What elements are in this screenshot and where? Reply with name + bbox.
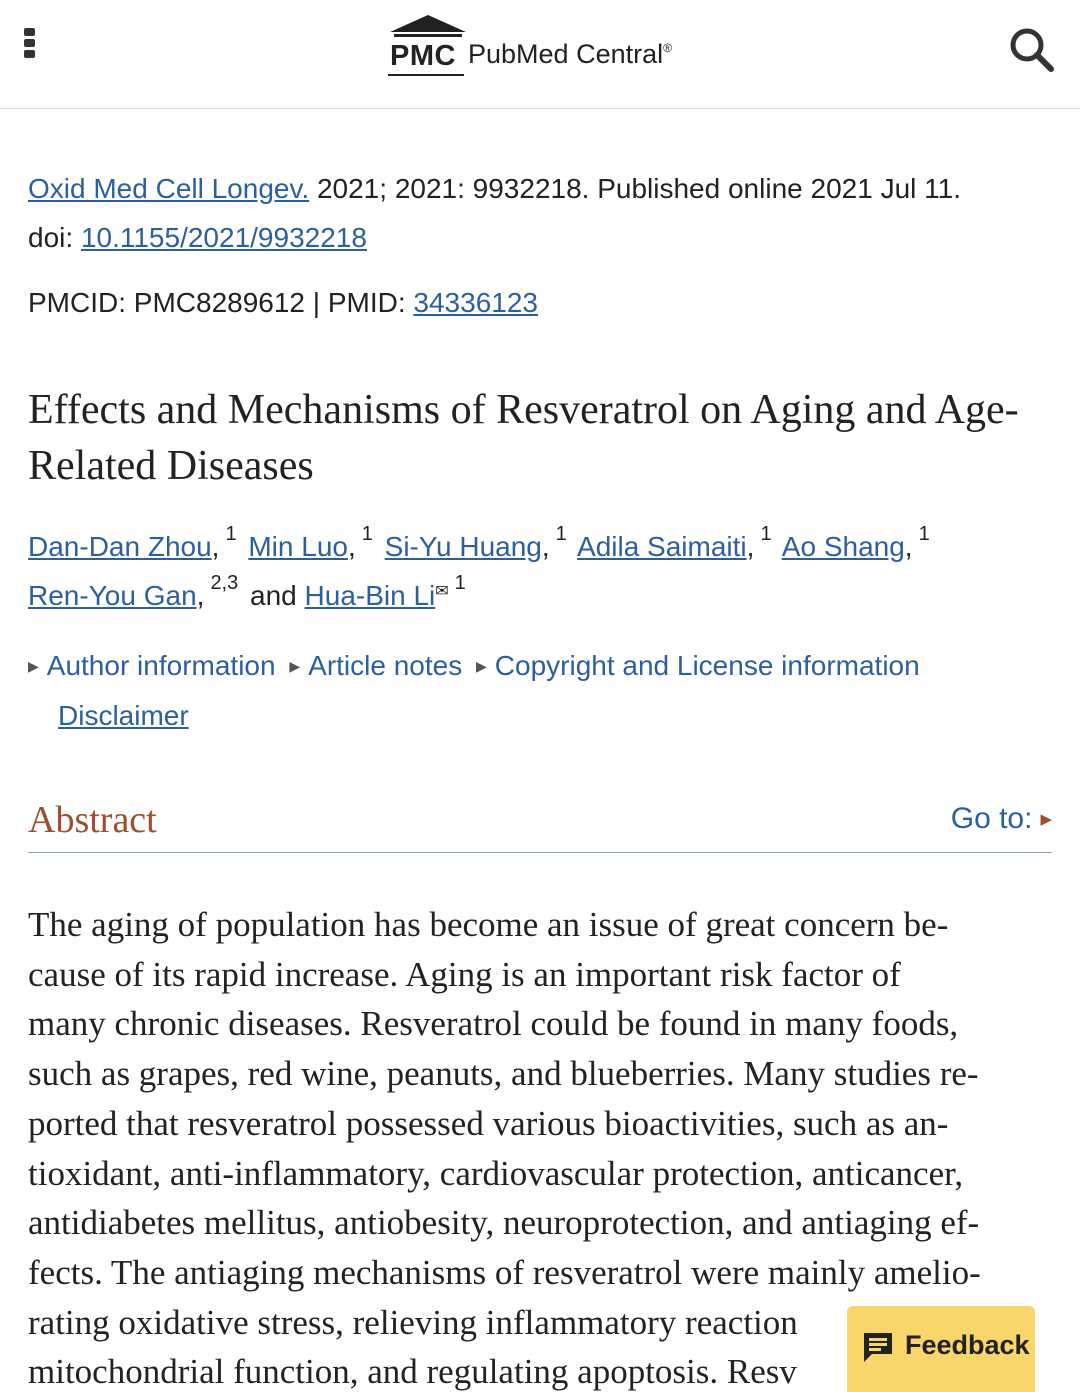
feedback-icon [861, 1330, 895, 1366]
triangle-right-icon: ▶ [289, 658, 301, 674]
author-link[interactable]: Min Luo [248, 531, 348, 562]
article-title: Effects and Mechanisms of Resveratrol on Aging and Age-Related Diseases [28, 387, 1019, 489]
logo-name: PubMed Central® [468, 39, 672, 69]
toggle-copyright-license[interactable]: ▶ Copyright and License information [476, 650, 920, 681]
author-link[interactable]: Ren-You Gan [28, 580, 197, 611]
author-affiliation: 1 [454, 572, 466, 594]
citation [28, 164, 1058, 262]
logo-abbr: PMC [390, 40, 456, 72]
abstract-heading: Abstract [28, 799, 157, 841]
triangle-right-icon: ▶ [1040, 811, 1052, 828]
toggle-article-notes[interactable]: ▶ Article notes [289, 650, 463, 681]
author-link[interactable]: Adila Saimaiti [577, 531, 747, 562]
author-link[interactable]: Dan-Dan Zhou [28, 531, 212, 562]
pmc-logo[interactable] [386, 14, 706, 84]
disclaimer-link[interactable]: Disclaimer [58, 700, 189, 731]
toggle-author-information[interactable]: ▶ Author information [28, 650, 276, 681]
pmcid-text: PMCID: PMC8289612 | PMID: [28, 287, 414, 318]
top-bar [0, 0, 1080, 109]
doi-link[interactable]: 10.1155/2021/9932218 [80, 222, 367, 253]
triangle-right-icon: ▶ [28, 658, 39, 674]
author-list: Dan-Dan Zhou, $^1$ Min Luo, $^1$ Si-Yu Huang, $^1$ Adila Saimaiti, $^1$ Ao Shang, $^1$ Ren-You Gan, $^{2,3}$ and Hua-Bin Li✉ $^1$ [28, 523, 930, 611]
mail-icon[interactable]: ✉ [435, 583, 449, 600]
feedback-button[interactable] [847, 1306, 1035, 1392]
author-affiliation: 1 [225, 523, 237, 545]
goto-button[interactable]: Go to: ▶ [950, 802, 1052, 835]
journal-link[interactable]: Oxid Med Cell Longev. [28, 173, 310, 204]
author-link[interactable]: Hua-Bin Li [304, 580, 436, 611]
feedback-label: Feedback [905, 1330, 1030, 1360]
author-affiliation: 1 [760, 523, 772, 545]
author-link[interactable]: Si-Yu Huang [384, 531, 542, 562]
article-info-toggles [28, 650, 926, 682]
doi-label: doi: [28, 222, 81, 253]
author-affiliation: 1 [361, 523, 373, 545]
logo-underline [388, 74, 464, 76]
abstract-text: The aging of population has become an issue of great concern be- cause of its rapid increase. Aging is an important risk factor of many chronic diseases. Resveratrol could be found in many foods, such as grapes, red wine, peanuts, and blueberries. Many studies re- ported that resveratrol possessed various bioactivities, such as an- tioxidant, anti-inflammatory, cardiovascular protection, anticancer, antidiabetes mellitus, antiobesity, neuroprotection, and antiaging ef- fects. The antiaging mechanisms of resveratrol were mainly amelio- rating oxidative stress, relieving inflammatory reaction mitochondrial function, and regulating apoptosis. Resv [28, 905, 981, 1392]
author-affiliation: 1 [555, 523, 567, 545]
citation-details: 2021; 2021: 9932218. Published online 2021 Jul 11. [309, 173, 961, 204]
pmid-link[interactable]: 34336123 [413, 287, 538, 318]
search-icon[interactable] [1006, 24, 1056, 74]
author-affiliation: 1 [918, 523, 930, 545]
article-ids [28, 287, 538, 319]
authors-conjunction: and [250, 580, 297, 611]
abstract-header [28, 796, 1052, 853]
vertical-menu-icon[interactable] [24, 28, 40, 68]
author-affiliation: 2,3 [210, 572, 239, 594]
logo-roof-icon [388, 14, 468, 40]
author-link[interactable]: Ao Shang [781, 531, 905, 562]
triangle-right-icon: ▶ [476, 658, 487, 674]
